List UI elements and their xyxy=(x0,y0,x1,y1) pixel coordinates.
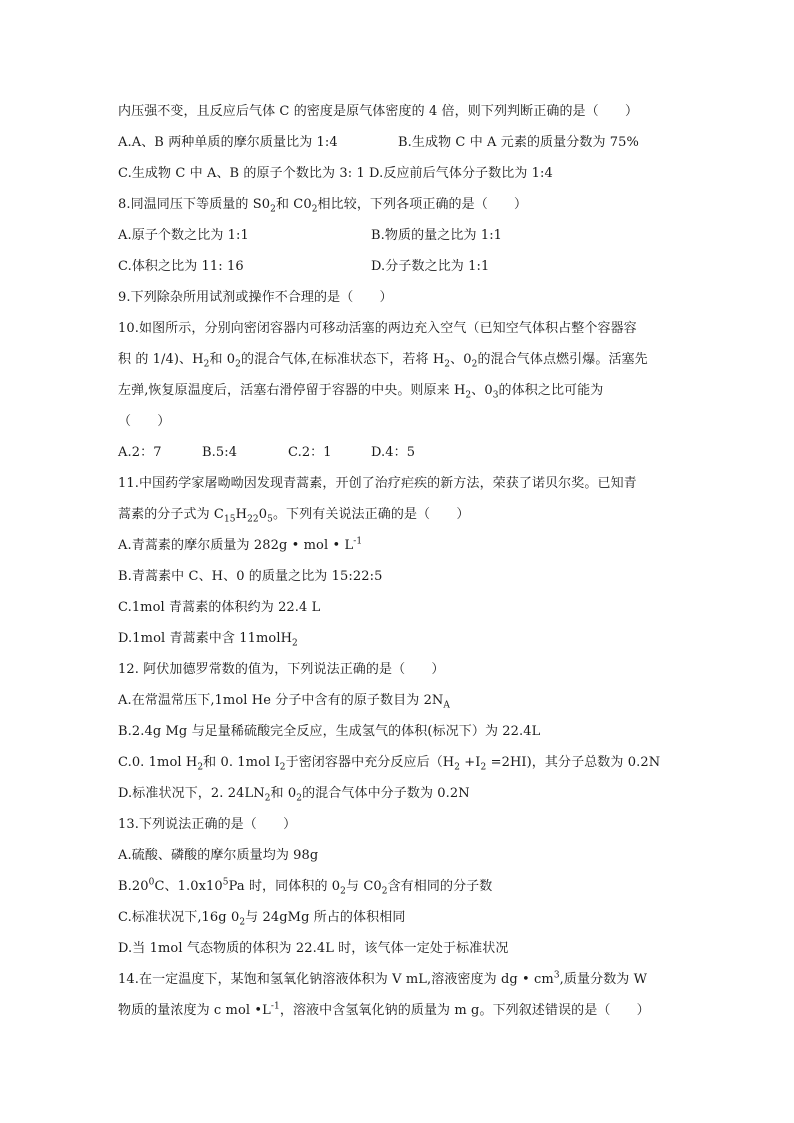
q8-options-cd xyxy=(118,257,678,277)
q7-options-ab xyxy=(118,133,678,153)
q8-option-d: D.分子数之比为 1:1 xyxy=(371,259,490,274)
q7-stem-line: 内压强不变，且反应后气体 C 的密度是原气体密度的 4 倍，则下列判断正确的是（ ） xyxy=(118,104,639,119)
q11-option-b: B.青蒿素中 C、H、0 的质量之比为 15:22:5 xyxy=(118,569,383,584)
q7-option-a: A.A、B 两种单质的摩尔质量比为 1:4 xyxy=(118,135,338,150)
q12-option-b: B.2.4g Mg 与足量稀硫酸完全反应，生成氢气的体积(标况下）为 22.4L xyxy=(118,724,541,739)
q13-option-d: D.当 1mol 气态物质的体积为 22.4L 时，该气体一定处于标准状况 xyxy=(118,941,509,956)
q13-stem: 13.下列说法正确的是（ ） xyxy=(118,817,297,832)
q8-option-a: A.原子个数之比为 1:1 xyxy=(118,228,249,243)
q7-options-cd: C.生成物 C 中 A、B 的原子个数比为 3: 1 D.反应前后气体分子数比为 1:4 xyxy=(118,166,553,181)
q13-option-a: A.硫酸、磷酸的摩尔质量均为 98g xyxy=(118,848,319,863)
q13-option-c: C.标准状况下,16g $0_2$与 24gMg 所占的体积相同 xyxy=(118,910,406,928)
q10-option-d: D.4：5 xyxy=(371,445,416,460)
q11-option-a: A.青蒿素的摩尔质量为 282g • mol • $L^{-1}$ xyxy=(118,536,363,553)
q8-option-c: C.体积之比为 11: 16 xyxy=(118,259,244,274)
q8-stem: 8.同温同压下等质量的 $S0_2$和 $C0_2$相比较，下列各项正确的是（ ） xyxy=(118,197,528,215)
q10-stem-line2: 积 的 1/4)、$H_2$和 $0_2$的混合气体,在标准状态下，若将 $H_2$、$0_2$的混合气体点燃引爆。活塞先 xyxy=(118,352,648,370)
q11-stem-line2: 蒿素的分子式为 $C_{15}H_{22}0_5$。下列有关说法正确的是（ ） xyxy=(118,507,470,525)
q8-options-ab xyxy=(118,226,678,246)
q10-stem-line3: 左弹,恢复原温度后，活塞右滑停留于容器的中央。则原来 $H_2$、$0_3$的体积之比可能为 xyxy=(118,383,604,401)
q9-stem: 9.下列除杂所用试剂或操作不合理的是（ ） xyxy=(118,290,393,305)
q10-option-c: C.2：1 xyxy=(288,445,332,460)
q12-stem: 12. 阿伏加德罗常数的值为，下列说法正确的是（ ） xyxy=(118,662,445,677)
q12-option-c: C.0. 1mol $H_2$和 0. 1mol $I_2$于密闭容器中充分反应后$(H_2 +I_2 =2HI)$，其分子总数为 0.2N xyxy=(118,755,661,773)
q10-stem-line1: 10.如图所示，分别向密闭容器内可移动活塞的两边充入空气（已知空气体积占整个容器容 xyxy=(118,321,637,336)
q10-answer-paren: （ ） xyxy=(118,414,171,429)
q13-option-b: $B.20^0C$、$1.0x10^5Pa$ 时，同体积的 $0_2$与 $C0_2$含有相同的分子数 xyxy=(118,877,493,897)
q10-option-a: A.2：7 xyxy=(118,445,162,460)
q14-stem-line2: 物质的量浓度为 c mol $•L^{-1}$，溶液中含氢氧化钠的质量为 m g。下列叙述错误的是（ ） xyxy=(118,1001,650,1018)
q11-option-d: D.1mol 青蒿素中含 11molH$_2$ xyxy=(118,631,298,649)
q10-option-b: B.5:4 xyxy=(202,445,238,460)
q11-stem-line1: 11.中国药学家屠呦呦因发现青蒿素，开创了治疗疟疾的新方法，荣获了诺贝尔奖。已知青 xyxy=(118,476,637,491)
q12-option-d: D.标准状况下，2. $24LN_2$和 $0_2$的混合气体中分子数为 0.2N xyxy=(118,786,470,804)
q14-stem-line1: 14.在一定温度下，某饱和氢氧化钠溶液体积为 V mL,溶液密度为 dg • $cm^3$,质量分数为 W xyxy=(118,970,648,987)
q12-option-a: A.在常温常压下,1mol He 分子中含有的原子数目为 $2N_A$ xyxy=(118,693,451,711)
q11-option-c: C.1mol 青蒿素的体积约为 22.4 L xyxy=(118,600,321,615)
q7-option-b: B.生成物 C 中 A 元素的质量分数为 75% xyxy=(398,135,639,150)
q8-option-b: B.物质的量之比为 1:1 xyxy=(371,228,503,243)
